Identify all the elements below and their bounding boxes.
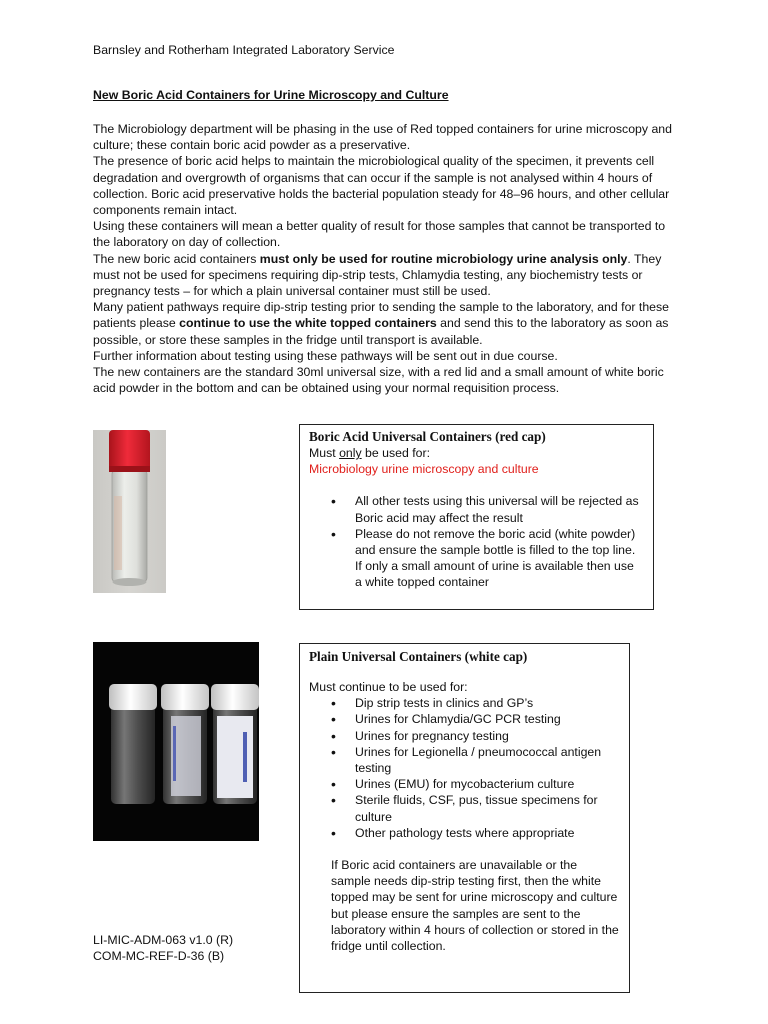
paragraph-further-info: Further information about testing using these pathways will be sent out in due course. (93, 348, 558, 363)
list-item: • Please do not remove the boric acid (white powder) and ensure the sample bottle is filled to the top line. If only a small amount of urine is available then use a white topped container (309, 526, 644, 591)
list-item: • Urines for Legionella / pneumococcal antigen testing (309, 744, 620, 776)
paragraph-intro: The Microbiology department will be phasing in the use of Red topped containers for urine microscopy and culture; these contain boric acid powder as a preservative. (93, 122, 672, 153)
boric-acid-must-only-line: Must only be used for: (309, 446, 431, 460)
boric-acid-box-title: Boric Acid Universal Containers (red cap) (309, 429, 546, 444)
paragraph-better-quality: Using these containers will mean a better quality of result for those samples that cannot be transported to the laboratory on day of collection. (93, 219, 666, 250)
document-title: New Boric Acid Containers for Urine Microscopy and Culture (93, 88, 449, 102)
body-text (93, 121, 683, 396)
paragraph-usage-restriction: The new boric acid containers must only be used for routine microbiology urine analysis only. They must not be used for specimens requiring dip-strip tests, Chlamydia testing, any biochemistry tests or pregnancy tests – for which a plain universal container must still be used. (93, 251, 662, 299)
red-cap-container-photo (93, 430, 166, 593)
list-item: • Urines for pregnancy testing (309, 728, 620, 744)
plain-box-note: If Boric acid containers are unavailable or the sample needs dip-strip testing first, then the white topped may be sent for urine microscopy and culture but please ensure the samples are sent to the laboratory within 4 hours of collection or stored in the fridge until collection. (331, 858, 619, 954)
list-item: • Other pathology tests where appropriate (309, 825, 620, 841)
list-item: • Dip strip tests in clinics and GP’s (309, 695, 620, 711)
paragraph-container-description: The new containers are the standard 30ml universal size, with a red lid and a small amount of white boric acid powder in the bottom and can be obtained using your normal requisition process. (93, 365, 664, 396)
reference-code-2: COM-MC-REF-D-36 (B) (93, 949, 225, 964)
paragraph-dip-strip-pathways: Many patient pathways require dip-strip testing prior to sending the sample to the laboratory, and for these patients please continue to use the white topped containers and send this to the laboratory as soon as possible, or store these samples in the fridge until transport is available. (93, 300, 669, 347)
reference-code-1: LI-MIC-ADM-063 v1.0 (R) (93, 933, 234, 947)
organisation-name: Barnsley and Rotherham Integrated Laboratory Service (93, 43, 395, 57)
plain-container-box (299, 643, 630, 993)
list-item: • Urines (EMU) for mycobacterium culture (309, 776, 620, 792)
list-item: • All other tests using this universal will be rejected as Boric acid may affect the result (309, 493, 644, 525)
list-item: • Urines for Chlamydia/GC PCR testing (309, 711, 620, 727)
plain-box-title: Plain Universal Containers (white cap) (309, 649, 528, 664)
plain-box-intro: Must continue to be used for: (309, 680, 468, 694)
paragraph-boric-acid-benefit: The presence of boric acid helps to maintain the microbiological quality of the specimen, it prevents cell degradation and overgrowth of organisms that can occur if the sample is not analysed within 4 hours of collection. Boric acid preservative holds the bacterial population steady for 48–96 hours, and other cellular components remain intact. (93, 154, 670, 218)
list-item: • Sterile fluids, CSF, pus, tissue specimens for culture (309, 792, 620, 824)
plain-box-bullet-list (309, 695, 620, 841)
boric-acid-bullet-list (309, 493, 644, 590)
boric-acid-use-statement: Microbiology urine microscopy and culture (309, 462, 539, 477)
white-cap-containers-photo (93, 642, 259, 841)
boric-acid-container-box (299, 424, 654, 610)
document-references (93, 932, 233, 964)
